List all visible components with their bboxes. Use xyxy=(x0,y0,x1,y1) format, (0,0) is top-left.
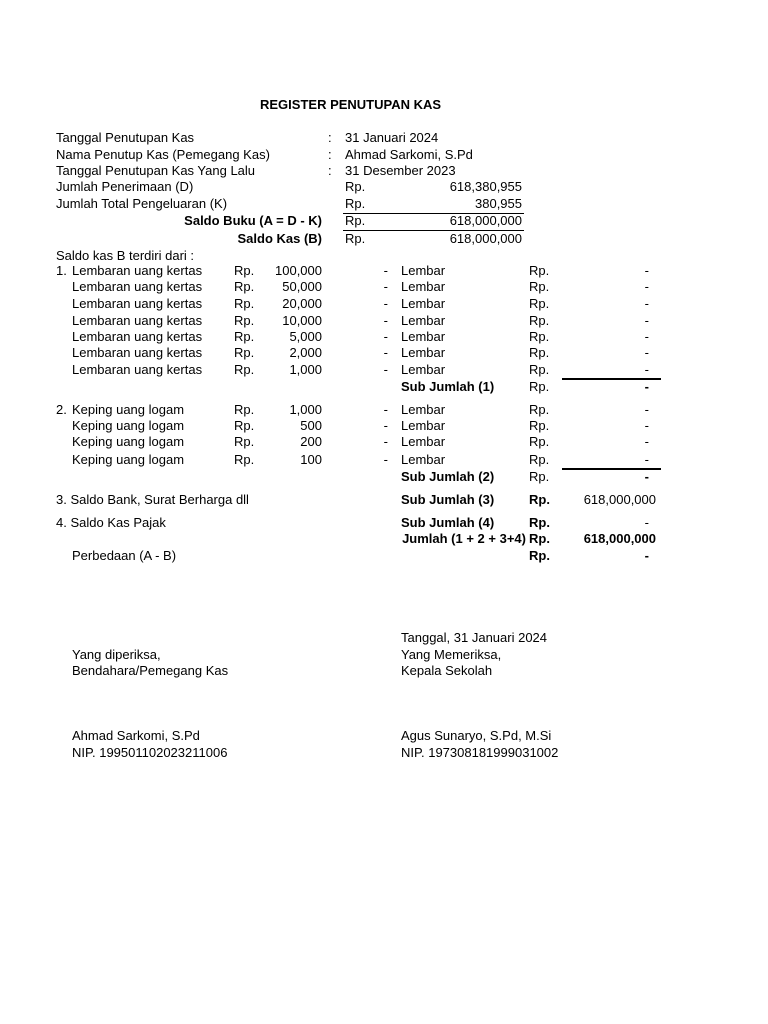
item-denomination: 50,000 xyxy=(282,279,322,294)
item-desc: Lembaran uang kertas xyxy=(72,313,203,328)
subtotal-amount: - xyxy=(644,379,649,394)
item-unit: Lembar xyxy=(401,313,446,328)
subtotal-amount: - xyxy=(644,469,649,484)
subtotal-amount: 618,000,000 xyxy=(583,492,656,507)
item-desc: Lembaran uang kertas xyxy=(72,362,203,377)
principal-nip: NIP. 197308181999031002 xyxy=(401,745,559,760)
principal-name: Agus Sunaryo, S.Pd, M.Si xyxy=(401,728,552,743)
item-currency: Rp. xyxy=(529,279,550,294)
item-denomination: 5,000 xyxy=(289,329,322,344)
treasurer-title: Bendahara/Pemegang Kas xyxy=(72,663,229,678)
item-unit: Lembar xyxy=(401,296,446,311)
cash-balance-label: Saldo Kas (B) xyxy=(237,231,322,246)
item-currency: Rp. xyxy=(234,279,255,294)
bank-desc: 3. Saldo Bank, Surat Berharga dll xyxy=(56,492,249,507)
item-count: - xyxy=(383,434,388,449)
section-number: 2. xyxy=(56,402,67,417)
item-currency: Rp. xyxy=(529,402,550,417)
grand-total-amount: 618,000,000 xyxy=(583,531,656,546)
item-unit: Lembar xyxy=(401,345,446,360)
item-currency: Rp. xyxy=(529,263,550,278)
separator: : xyxy=(328,130,332,145)
closing-date-value: 31 Januari 2024 xyxy=(345,130,439,145)
currency-label: Rp. xyxy=(345,196,366,211)
item-currency: Rp. xyxy=(529,452,550,467)
item-count: - xyxy=(383,345,388,360)
cash-balance-amount: 618,000,000 xyxy=(449,231,522,246)
item-unit: Lembar xyxy=(401,329,446,344)
book-balance-amount: 618,000,000 xyxy=(449,213,522,228)
item-count: - xyxy=(383,313,388,328)
item-total: - xyxy=(644,434,649,449)
item-denomination: 2,000 xyxy=(289,345,322,360)
item-desc: Keping uang logam xyxy=(72,452,185,467)
item-desc: Lembaran uang kertas xyxy=(72,345,203,360)
treasurer-name: Ahmad Sarkomi, S.Pd xyxy=(72,728,200,743)
item-currency: Rp. xyxy=(529,418,550,433)
item-desc: Lembaran uang kertas xyxy=(72,296,203,311)
examined-label: Yang diperiksa, xyxy=(72,647,161,662)
principal-title: Kepala Sekolah xyxy=(401,663,493,678)
subtotal-currency: Rp. xyxy=(529,492,550,507)
item-currency: Rp. xyxy=(234,263,255,278)
grand-total-label: Jumlah (1 + 2 + 3+4) xyxy=(402,531,526,546)
item-denomination: 100,000 xyxy=(275,263,322,278)
cashier-name-label: Nama Penutup Kas (Pemegang Kas) xyxy=(56,147,270,162)
item-currency: Rp. xyxy=(234,434,255,449)
currency-label: Rp. xyxy=(345,213,366,228)
item-total: - xyxy=(644,402,649,417)
item-currency: Rp. xyxy=(234,362,255,377)
item-currency: Rp. xyxy=(234,402,255,417)
item-total: - xyxy=(644,279,649,294)
expenditure-label: Jumlah Total Pengeluaran (K) xyxy=(56,196,228,211)
item-total: - xyxy=(644,296,649,311)
difference-currency: Rp. xyxy=(529,548,550,563)
item-currency: Rp. xyxy=(529,313,550,328)
subtotal-label: Sub Jumlah (3) xyxy=(401,492,495,507)
examiner-label: Yang Memeriksa, xyxy=(401,647,502,662)
subtotal-label: Sub Jumlah (2) xyxy=(401,469,495,484)
subtotal-currency: Rp. xyxy=(529,379,550,394)
item-unit: Lembar xyxy=(401,434,446,449)
previous-closing-value: 31 Desember 2023 xyxy=(345,163,456,178)
item-currency: Rp. xyxy=(529,362,550,377)
grand-total-currency: Rp. xyxy=(529,531,550,546)
item-currency: Rp. xyxy=(529,329,550,344)
book-balance-label: Saldo Buku (A = D - K) xyxy=(184,213,322,228)
item-denomination: 10,000 xyxy=(282,313,322,328)
difference-amount: - xyxy=(644,548,649,563)
item-total: - xyxy=(644,362,649,377)
subtotal-currency: Rp. xyxy=(529,469,550,484)
item-unit: Lembar xyxy=(401,362,446,377)
item-denomination: 1,000 xyxy=(289,402,322,417)
item-unit: Lembar xyxy=(401,402,446,417)
tax-cash-desc: 4. Saldo Kas Pajak xyxy=(56,515,166,530)
currency-label: Rp. xyxy=(345,179,366,194)
item-denomination: 100 xyxy=(300,452,322,467)
item-denomination: 500 xyxy=(300,418,322,433)
section-number: 1. xyxy=(56,263,67,278)
item-currency: Rp. xyxy=(234,418,255,433)
item-total: - xyxy=(644,263,649,278)
item-denomination: 20,000 xyxy=(282,296,322,311)
breakdown-intro: Saldo kas B terdiri dari : xyxy=(56,248,195,263)
item-desc: Lembaran uang kertas xyxy=(72,329,203,344)
item-count: - xyxy=(383,329,388,344)
difference-label: Perbedaan (A - B) xyxy=(72,548,177,563)
item-count: - xyxy=(383,418,388,433)
receipts-label: Jumlah Penerimaan (D) xyxy=(56,179,194,194)
receipts-amount: 618,380,955 xyxy=(449,179,522,194)
treasurer-nip: NIP. 199501102023211006 xyxy=(72,745,228,760)
item-denomination: 200 xyxy=(300,434,322,449)
subtotal-amount: - xyxy=(644,515,649,530)
expenditure-amount: 380,955 xyxy=(475,196,522,211)
subtotal-currency: Rp. xyxy=(529,515,550,530)
item-currency: Rp. xyxy=(234,313,255,328)
item-unit: Lembar xyxy=(401,263,446,278)
cashier-name-value: Ahmad Sarkomi, S.Pd xyxy=(345,147,473,162)
previous-closing-label: Tanggal Penutupan Kas Yang Lalu xyxy=(56,163,256,178)
item-desc: Lembaran uang kertas xyxy=(72,279,203,294)
item-total: - xyxy=(644,452,649,467)
item-unit: Lembar xyxy=(401,452,446,467)
item-total: - xyxy=(644,345,649,360)
item-currency: Rp. xyxy=(529,434,550,449)
item-total: - xyxy=(644,329,649,344)
subtotal-label: Sub Jumlah (4) xyxy=(401,515,495,530)
subtotal-label: Sub Jumlah (1) xyxy=(401,379,495,394)
separator: : xyxy=(328,147,332,162)
item-unit: Lembar xyxy=(401,418,446,433)
item-desc: Keping uang logam xyxy=(72,434,185,449)
item-total: - xyxy=(644,313,649,328)
item-count: - xyxy=(383,452,388,467)
item-desc: Keping uang logam xyxy=(72,402,185,417)
item-currency: Rp. xyxy=(529,296,550,311)
item-count: - xyxy=(383,263,388,278)
item-currency: Rp. xyxy=(234,296,255,311)
item-currency: Rp. xyxy=(234,452,255,467)
item-count: - xyxy=(383,279,388,294)
signature-date: Tanggal, 31 Januari 2024 xyxy=(401,630,548,645)
item-total: - xyxy=(644,418,649,433)
item-denomination: 1,000 xyxy=(289,362,322,377)
item-currency: Rp. xyxy=(234,345,255,360)
item-count: - xyxy=(383,362,388,377)
currency-label: Rp. xyxy=(345,231,366,246)
document-title: REGISTER PENUTUPAN KAS xyxy=(260,97,442,112)
separator: : xyxy=(328,163,332,178)
item-count: - xyxy=(383,296,388,311)
item-desc: Keping uang logam xyxy=(72,418,185,433)
item-desc: Lembaran uang kertas xyxy=(72,263,203,278)
item-currency: Rp. xyxy=(529,345,550,360)
closing-date-label: Tanggal Penutupan Kas xyxy=(56,130,195,145)
item-currency: Rp. xyxy=(234,329,255,344)
item-unit: Lembar xyxy=(401,279,446,294)
item-count: - xyxy=(383,402,388,417)
